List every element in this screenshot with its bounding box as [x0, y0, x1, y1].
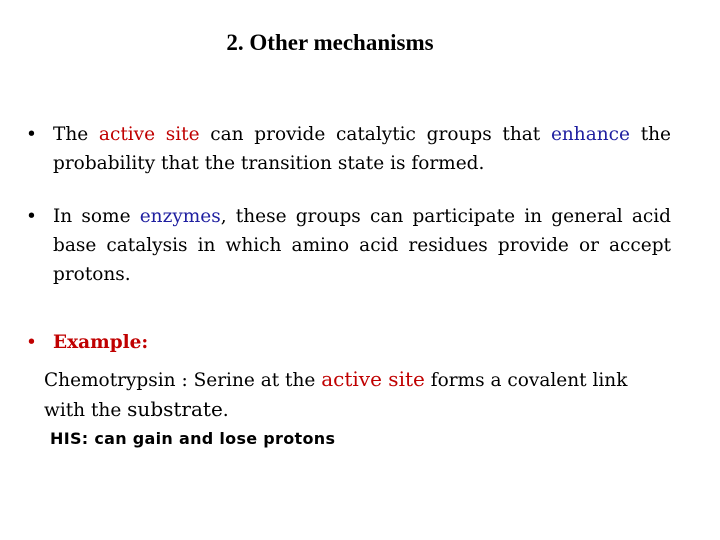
bullet-item-2	[26, 202, 671, 289]
text-run: In some	[53, 206, 140, 227]
bullet-dot-2: •	[26, 206, 37, 227]
highlight-active-site: active site	[98, 124, 200, 145]
text-run: .	[222, 400, 229, 421]
bullet-item-example	[26, 328, 671, 357]
text-run: the probability that the transition state is formed.	[53, 124, 671, 174]
his-note: HIS: can gain and lose protons	[50, 429, 336, 448]
bullet-item-1	[26, 120, 671, 178]
example-text	[44, 365, 674, 425]
text-run: forms a covalent link with the	[44, 370, 628, 421]
slide-title: 2. Other mechanisms	[226, 30, 434, 55]
bullet-text-1	[53, 120, 671, 178]
highlight-enzymes: enzymes	[139, 206, 221, 227]
text-run: can provide catalytic groups that	[199, 124, 551, 145]
bullet-dot-1: •	[26, 124, 37, 145]
bullet-text-2	[53, 202, 671, 289]
substrate-word: substrate	[127, 397, 223, 421]
text-run: , these groups can participate in general acid base catalysis in which amino acid residues provide or accept protons.	[53, 206, 671, 285]
text-run: Chemotrypsin : Serine at the	[44, 370, 322, 391]
bullet-dot-3: •	[26, 332, 37, 353]
highlight-enhance: enhance	[550, 124, 630, 145]
highlight-active-site: active site	[321, 367, 425, 391]
example-label: Example:	[53, 332, 149, 353]
text-run: The	[53, 124, 99, 145]
example-heading	[53, 328, 671, 357]
